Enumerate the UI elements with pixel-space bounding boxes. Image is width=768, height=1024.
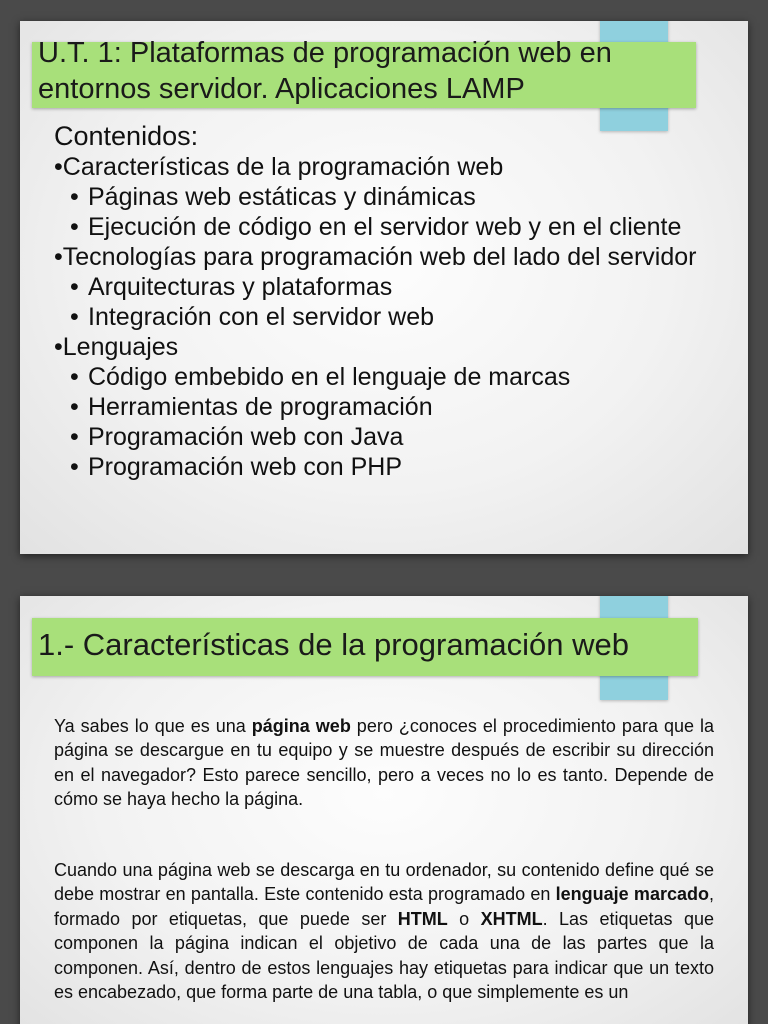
contents-item-text: Programación web con PHP <box>88 453 403 481</box>
bold-term: lenguaje marcado <box>555 884 709 905</box>
contents-item <box>54 332 714 362</box>
slide-2[interactable] <box>20 596 748 1024</box>
contents-items <box>54 152 714 482</box>
paragraph-2 <box>54 858 714 1004</box>
contents-item-text: Páginas web estáticas y dinámicas <box>88 183 476 211</box>
contents-list <box>54 121 714 482</box>
contents-item-text: Arquitecturas y plataformas <box>88 273 393 301</box>
contents-item-text: Lenguajes <box>62 333 179 361</box>
sub-bullet-glyph: • <box>70 273 79 301</box>
text-run: Cuando una página web se descarga en tu ordenador, su contenido define qué se debe mostrar en pantalla. Este contenido esta programado en <box>54 860 714 905</box>
text-run: pero ¿conoces el procedimiento para que la página se descargue en tu equipo y se muestre después de escribir su dirección en el navegador? Esto parece sencillo, pero a veces no lo es tanto. Depende de cómo se haya hecho la página. <box>54 716 715 810</box>
bullet-glyph: • <box>54 153 63 181</box>
bold-term: XHTML <box>480 908 543 929</box>
sub-bullet-glyph: • <box>70 453 79 481</box>
slide-1[interactable] <box>20 21 748 554</box>
contents-subitem <box>54 272 714 302</box>
contents-item-text: Programación web con Java <box>88 423 404 451</box>
bold-term: HTML <box>397 908 448 929</box>
text-run: o <box>447 908 481 929</box>
bullet-glyph: • <box>54 333 63 361</box>
contents-subitem <box>54 422 714 452</box>
contents-item-text: Tecnologías para programación web del lado del servidor <box>62 243 697 271</box>
contents-subitem <box>54 212 714 242</box>
sub-bullet-glyph: • <box>70 213 79 241</box>
contents-item-text: Código embebido en el lenguaje de marcas <box>88 363 571 391</box>
contents-item-text: Integración con el servidor web <box>88 303 435 331</box>
text-run: , formado por etiquetas, que puede ser <box>54 884 714 929</box>
sub-bullet-glyph: • <box>70 393 79 421</box>
contents-item <box>54 152 714 182</box>
contents-subitem <box>54 362 714 392</box>
bullet-glyph: • <box>54 243 63 271</box>
slide-1-title: U.T. 1: Plataformas de programación web en entornos servidor. Aplicaciones LAMP <box>38 37 612 105</box>
contents-heading: Contenidos: <box>54 121 199 151</box>
contents-subitem <box>54 302 714 332</box>
contents-item <box>54 242 714 272</box>
sub-bullet-glyph: • <box>70 183 79 211</box>
sub-bullet-glyph: • <box>70 363 79 391</box>
bold-term: página web <box>251 716 351 736</box>
paragraph-1 <box>54 714 714 812</box>
text-run: . Las etiquetas que componen la página indican el objetivo de cada una de las partes que la componen. Así, dentro de estos lenguajes hay etiquetas para indicar que un texto es encabezado, que forma parte de una tabla, o que simplemente es un <box>54 908 714 1003</box>
contents-item-text: Ejecución de código en el servidor web y en el cliente <box>88 213 682 241</box>
text-run: Ya sabes lo que es una <box>54 716 252 736</box>
contents-subitem <box>54 452 714 482</box>
sub-bullet-glyph: • <box>70 303 79 331</box>
contents-subitem <box>54 182 714 212</box>
contents-subitem <box>54 392 714 422</box>
contents-item-text: Herramientas de programación <box>88 393 433 421</box>
sub-bullet-glyph: • <box>70 423 79 451</box>
slide-2-title: 1.- Características de la programación web <box>38 627 629 662</box>
contents-item-text: Características de la programación web <box>62 153 504 181</box>
